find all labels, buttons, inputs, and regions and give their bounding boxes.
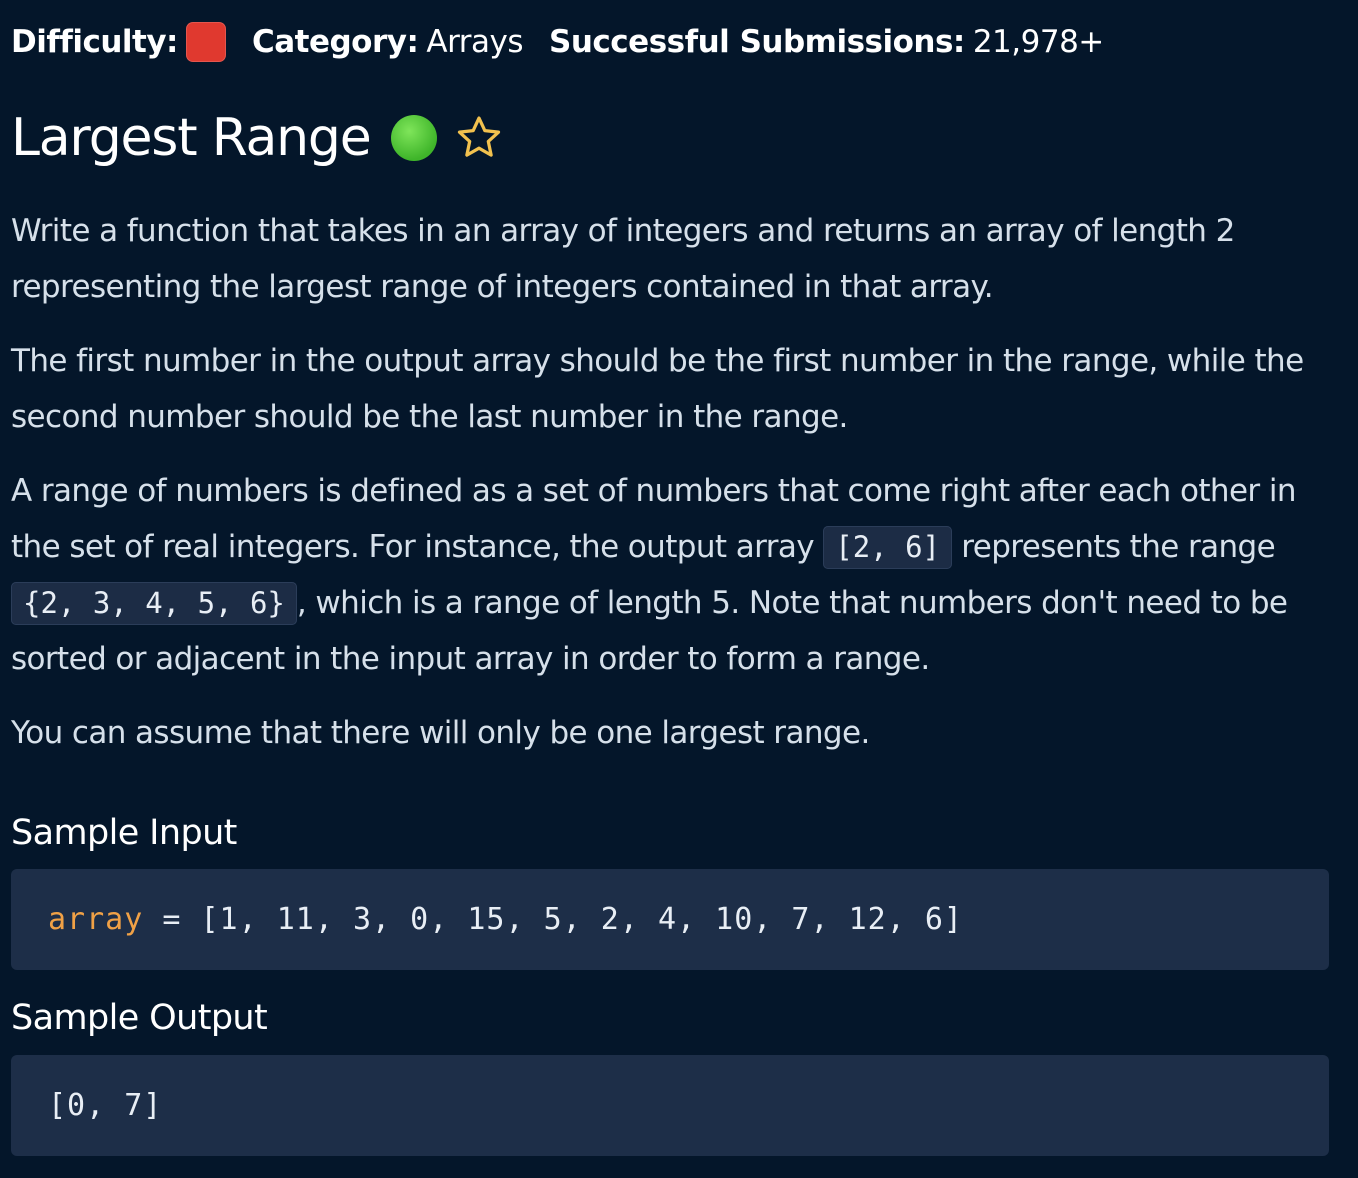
difficulty-badge xyxy=(186,22,226,62)
category-group xyxy=(252,24,523,60)
sample-input-code-block xyxy=(11,869,1329,970)
sample-input-heading: Sample Input xyxy=(11,813,237,853)
sample-output-code-block xyxy=(11,1055,1329,1156)
star-outline-icon[interactable] xyxy=(453,112,505,164)
page-title: Largest Range xyxy=(11,108,371,168)
submissions-group xyxy=(549,24,1104,60)
code-output-value: [0, 7] xyxy=(48,1088,163,1123)
problem-meta-bar xyxy=(11,20,1130,64)
code-assign-operator: = xyxy=(143,902,201,937)
description-text: A range of numbers is defined as a set of numbers that come right after each other in the set of real integers. For instance, the output array xyxy=(11,473,1296,565)
title-row xyxy=(11,102,505,174)
inline-code-range-example: {2, 3, 4, 5, 6} xyxy=(11,582,297,625)
difficulty-label: Difficulty: xyxy=(11,24,178,60)
description-text: represents the range xyxy=(952,529,1276,565)
submissions-label: Successful Submissions: xyxy=(549,24,965,60)
description-paragraph-1: Write a function that takes in an array of integers and returns an array of length 2 representing the largest range of integers contained in that array. xyxy=(11,213,1235,305)
category-label: Category: xyxy=(251,24,419,60)
description-paragraph-4: You can assume that there will only be one largest range. xyxy=(11,715,870,751)
completed-status-icon xyxy=(391,115,437,161)
code-array-value: [1, 11, 3, 0, 15, 5, 2, 4, 10, 7, 12, 6] xyxy=(200,902,963,937)
category-value: Arrays xyxy=(426,24,524,60)
submissions-count: 21,978+ xyxy=(972,24,1104,60)
problem-description xyxy=(11,203,1346,779)
description-text: , which is a range of length 5. Note that numbers don't need to be sorted or adjacent in the input array in order to form a range. xyxy=(11,585,1288,677)
difficulty-group xyxy=(11,22,226,62)
description-paragraph-2: The first number in the output array should be the first number in the range, while the second number should be the last number in the range. xyxy=(11,343,1304,435)
sample-output-heading: Sample Output xyxy=(11,998,268,1038)
inline-code-output-example: [2, 6] xyxy=(823,526,952,569)
code-variable-name: array xyxy=(48,902,144,937)
description-paragraph-3 xyxy=(11,463,1346,687)
